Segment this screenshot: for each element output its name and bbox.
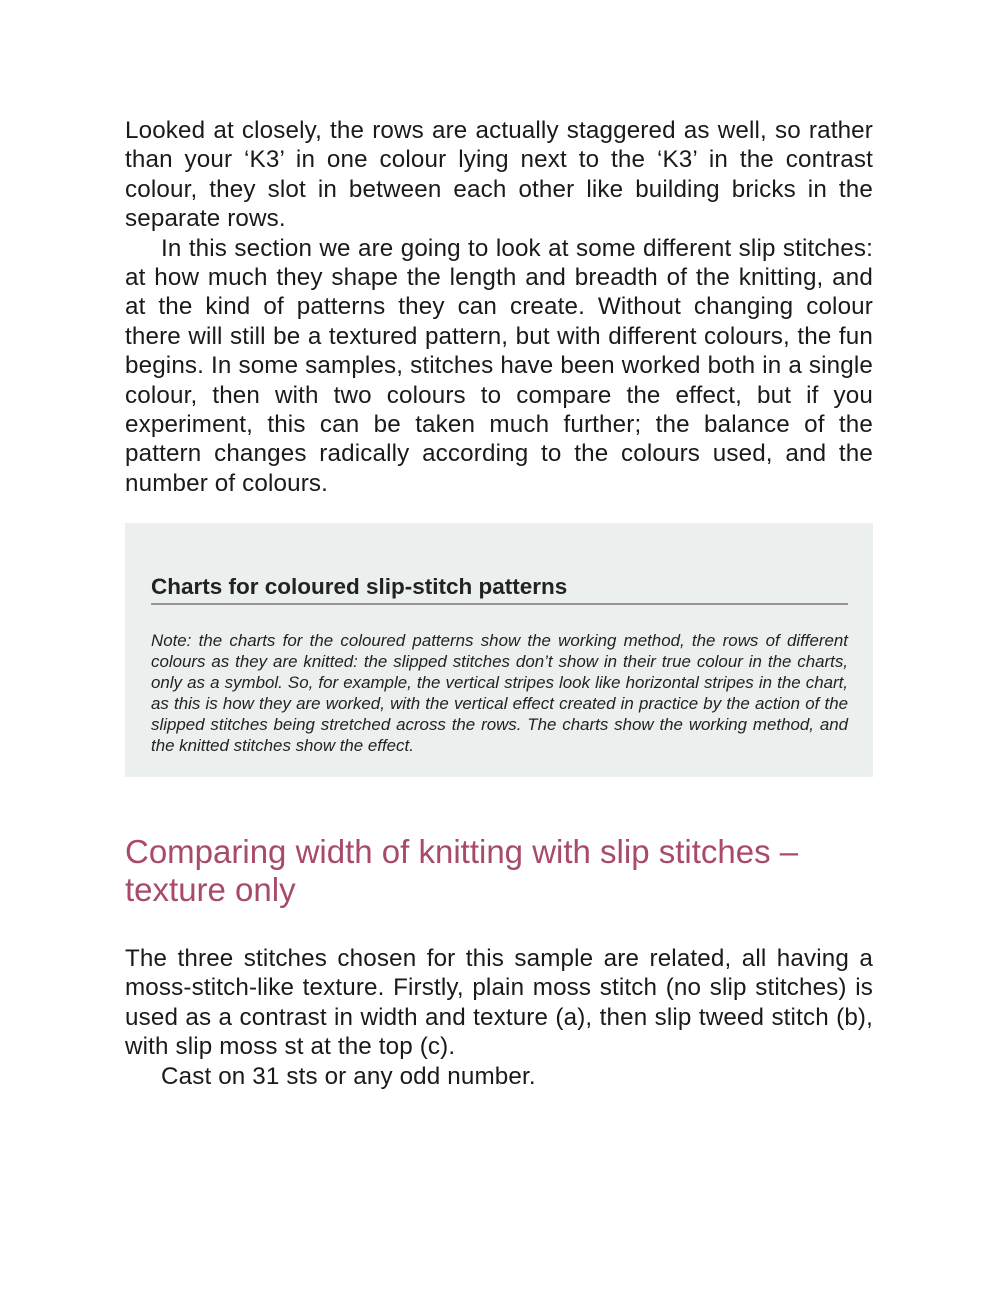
intro-paragraph-1: Looked at closely, the rows are actually staggered as well, so rather than your ‘K3’ in one colour lying next to the ‘K3’ in the contrast colour, they slot in between each other like building bricks in the separate rows. <box>125 117 873 233</box>
note-box-text: Note: the charts for the coloured patterns show the working method, the rows of different colours as they are knitted: the slipped stitches don’t show in their true colour in the charts, only as a symbol. So, for example, the vertical stripes look like horizontal stripes in the chart, as this is how they are worked, with the vertical effect created in practice by the action of the slipped stitches being stretched across the rows. The charts show the working method, and the knitted stitches show the effect. <box>151 631 848 755</box>
section-paragraph-1: The three stitches chosen for this sample are related, all having a moss-stitch-like texture. Firstly, plain moss stitch (no slip stitches) is used as a contrast in width and texture (a), then slip tweed stitch (b), with slip moss st at the top (c). <box>125 945 873 1061</box>
section-paragraph-2: Cast on 31 sts or any odd number. <box>161 1062 536 1090</box>
intro-text <box>125 116 873 498</box>
note-box-title: Charts for coloured slip-stitch patterns <box>151 573 848 605</box>
chart-note-box <box>125 523 873 777</box>
section-heading: Comparing width of knitting with slip stitches – texture only <box>125 833 799 908</box>
section-text <box>125 944 873 1091</box>
intro-paragraph-2: In this section we are going to look at some different slip stitches: at how much they shape the length and breadth of the knitting, and at the kind of patterns they can create. Without changing colour there will still be a textured pattern, but with different colours, the fun begins. In some samples, stitches have been worked both in a single colour, then with two colours to compare the effect, but if you experiment, this can be taken much further; the balance of the pattern changes radically according to the colours used, and the number of colours. <box>125 234 873 497</box>
